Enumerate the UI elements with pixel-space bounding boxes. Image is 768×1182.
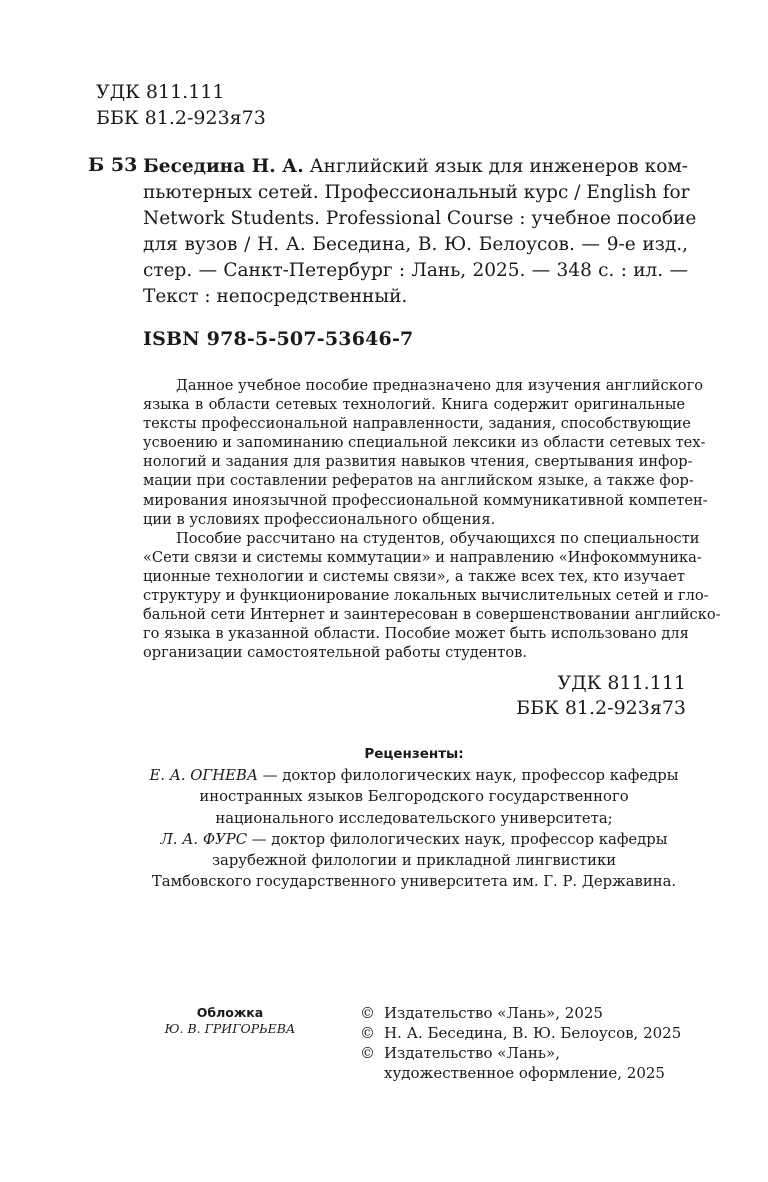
bib-line: Network Students. Professional Course : учебное пособие bbox=[143, 208, 697, 229]
isbn: ISBN 978-5-507-53646-7 bbox=[143, 328, 414, 350]
abstract-line: ции в условиях профессионального общения. bbox=[143, 510, 496, 528]
abstract-line: организации самостоятельной работы студентов. bbox=[143, 644, 527, 662]
reviewer-1-name: Е. А. ОГНЕВА bbox=[149, 767, 259, 785]
abstract-line: бальной сети Интернет и заинтересован в совершенствовании английско- bbox=[143, 606, 721, 624]
copyright-icon: © bbox=[360, 1004, 375, 1022]
bbk-code: ББК 81.2-923я73 bbox=[96, 107, 266, 129]
bibliographic-record bbox=[143, 154, 697, 310]
bib-line: Текст : непосредственный. bbox=[143, 286, 408, 307]
cover-design-credit bbox=[150, 1005, 310, 1037]
bib-line: пьютерных сетей. Профессиональный курс / English for bbox=[143, 182, 690, 203]
abstract-line: усвоению и запоминанию специальной лексики из области сетевых тех- bbox=[143, 434, 706, 452]
abstract-line: нологий и задания для развития навыков чтения, свертывания инфор- bbox=[143, 453, 693, 471]
udk-code: УДК 811.111 bbox=[557, 672, 686, 694]
bib-line: стер. — Санкт-Петербург : Лань, 2025. — 348 с. : ил. — bbox=[143, 260, 688, 281]
reviewer-2-line: зарубежной филологии и прикладной лингвистики bbox=[211, 852, 617, 870]
abstract-line: «Сети связи и системы коммутации» и направлению «Инфокоммуника- bbox=[143, 548, 702, 566]
reviewer-2-line: Тамбовского государственного университета им. Г. Р. Державина. bbox=[151, 873, 677, 891]
cover-designer-name: Ю. В. ГРИГОРЬЕВА bbox=[164, 1021, 296, 1036]
abstract-line: мации при составлении рефератов на английском языке, а также фор- bbox=[143, 472, 694, 490]
abstract-line: ционные технологии и системы связи», а также всех тех, кто изучает bbox=[143, 567, 685, 585]
reviewers-block bbox=[143, 744, 685, 892]
reviewer-1-line: Е. А. ОГНЕВА — доктор филологических наук, профессор кафедры bbox=[149, 767, 679, 785]
bib-line: Беседина Н. А. Английский язык для инженеров ком- bbox=[143, 156, 688, 177]
reviewer-1-line: иностранных языков Белгородского государственного bbox=[199, 788, 629, 806]
copyright-line: © Издательство «Лань», bbox=[360, 1044, 561, 1062]
abstract-line: структуру и функционирование локальных вычислительных сетей и гло- bbox=[143, 587, 709, 605]
udk-bbk-block-bottom bbox=[516, 671, 686, 721]
udk-bbk-block-top bbox=[96, 79, 266, 131]
abstract-line: языка в области сетевых технологий. Книга содержит оригинальные bbox=[143, 396, 685, 414]
abstract-line: го языка в указанной области. Пособие может быть использовано для bbox=[143, 625, 689, 643]
bib-author: Беседина Н. А. bbox=[143, 156, 304, 177]
abstract bbox=[143, 376, 721, 662]
author-mark: Б 53 bbox=[88, 154, 138, 176]
copyright-icon: © bbox=[360, 1044, 375, 1062]
reviewer-2-line: Л. А. ФУРС — доктор филологических наук, профессор кафедры bbox=[160, 830, 668, 848]
reviewers-title: Рецензенты: bbox=[364, 746, 464, 762]
copyright-line: художественное оформление, 2025 bbox=[384, 1064, 665, 1082]
abstract-line: тексты профессиональной направленности, задания, способствующие bbox=[143, 415, 691, 433]
bib-line: для вузов / Н. А. Беседина, В. Ю. Белоусов. — 9-е изд., bbox=[143, 234, 688, 255]
bbk-code: ББК 81.2-923я73 bbox=[516, 697, 686, 719]
abstract-line: Пособие рассчитано на студентов, обучающихся по специальности bbox=[176, 529, 700, 547]
copyright-icon: © bbox=[360, 1024, 375, 1042]
reviewer-1-line: национального исследовательского университета; bbox=[215, 809, 613, 827]
cover-label: Обложка bbox=[196, 1005, 264, 1020]
udk-code: УДК 811.111 bbox=[96, 81, 225, 103]
abstract-line: Данное учебное пособие предназначено для изучения английского bbox=[176, 377, 703, 394]
abstract-line: мирования иноязычной профессиональной коммуникативной компетен- bbox=[143, 491, 708, 509]
reviewer-2-name: Л. А. ФУРС bbox=[160, 830, 248, 848]
copyright-line: © Издательство «Лань», 2025 bbox=[360, 1004, 603, 1022]
copyright-line: © Н. А. Беседина, В. Ю. Белоусов, 2025 bbox=[360, 1024, 682, 1042]
copyright-block bbox=[360, 1003, 681, 1083]
